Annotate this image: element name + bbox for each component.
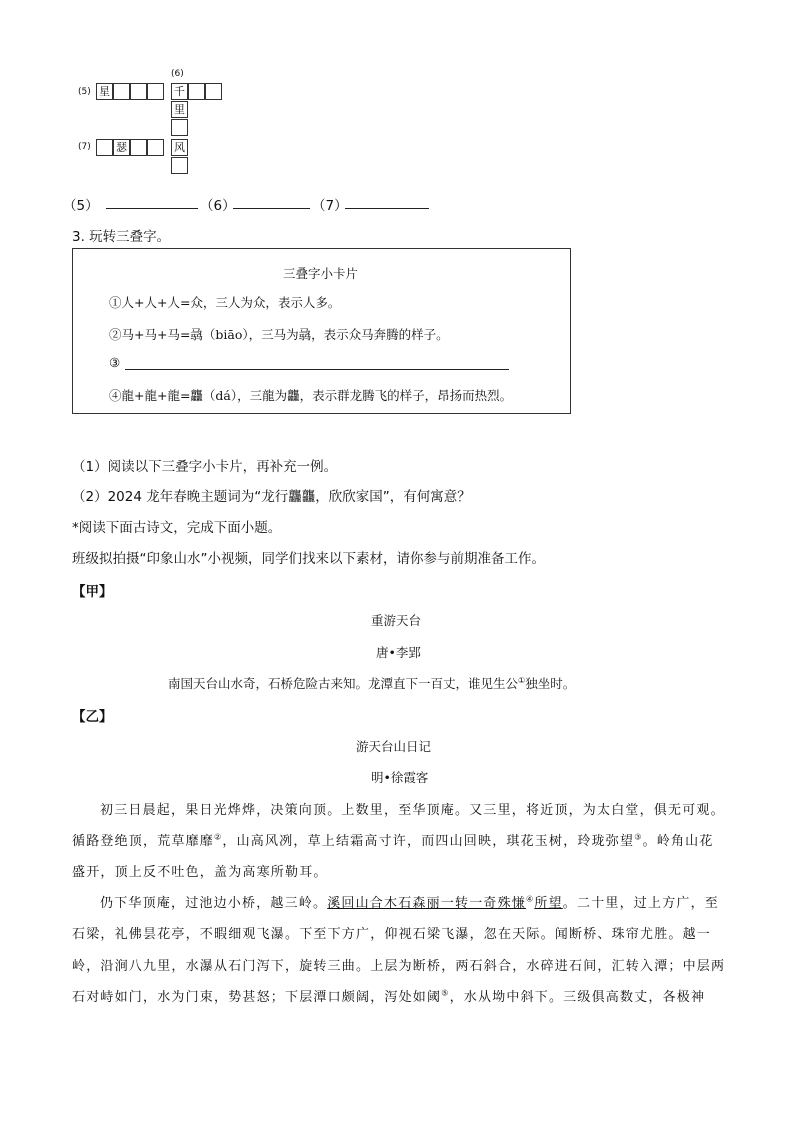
- section-yi-label: 【乙】: [72, 709, 113, 725]
- grid-cell[interactable]: [130, 139, 147, 156]
- note-marker: ④: [526, 894, 535, 904]
- yi-p1-line2: [72, 830, 714, 849]
- yi-p2-line4-b: ，水从坳中斜下。三级俱高数丈，各极神: [449, 990, 706, 1005]
- card-line-4: ④龍+龍+龍=龘（dá），三龍为龘，表示群龙腾飞的样子，昂扬而热烈。: [109, 388, 513, 403]
- grid-cell[interactable]: 风: [171, 139, 188, 156]
- grid-cell[interactable]: [113, 83, 130, 100]
- sandiezi-card: [72, 248, 571, 414]
- yi-p2-line4: [72, 986, 705, 1005]
- grid-cell[interactable]: [205, 83, 222, 100]
- crossword-label-5: (5): [78, 87, 91, 97]
- crossword-label-6: (6): [171, 69, 184, 79]
- reading-instruction: *阅读下面古诗文，完成下面小题。: [72, 520, 282, 536]
- answer-label-6: （6）: [200, 198, 236, 214]
- section-jia-label: 【甲】: [72, 584, 113, 600]
- jia-poem: [168, 674, 575, 692]
- question-3-title: 3. 玩转三叠字。: [72, 229, 171, 245]
- grid-cell[interactable]: 瑟: [113, 139, 130, 156]
- yi-p2-line3: [72, 955, 725, 974]
- answer-blank-6[interactable]: [233, 208, 310, 209]
- jia-poem-text-b: 独坐时。: [525, 676, 576, 691]
- yi-p1-line3-text: 盛开，顶上反不吐色，盖为高寒所勒耳。: [72, 865, 328, 880]
- yi-p1-line1: [100, 799, 725, 818]
- jia-title: 重游天台: [371, 613, 422, 628]
- yi-p1-line2-a: 循路登绝顶，荒草靡靡: [72, 834, 215, 849]
- yi-p2-underlined: 溪回山合木石森丽一转一奇殊慊: [327, 896, 527, 911]
- answer-blank-5[interactable]: [106, 208, 198, 209]
- yi-p2-line2: [72, 923, 711, 942]
- yi-p2-line1-b: 。二十里，过上方广，至: [562, 896, 719, 911]
- note-marker: ③: [634, 832, 643, 842]
- sub-question-1: （1）阅读以下三叠字小卡片，再补充一例。: [72, 459, 338, 475]
- grid-cell[interactable]: 里: [171, 101, 188, 118]
- answer-label-7: （7）: [312, 198, 348, 214]
- yi-p1-line3: [72, 861, 328, 880]
- grid-cell[interactable]: [171, 157, 188, 174]
- crossword-label-7: (7): [78, 142, 91, 152]
- yi-p1-line2-c: 。岭角山花: [642, 834, 714, 849]
- yi-p2-line4-a: 石对峙如门，水为门束，势甚怒；下层潭口颇阔，泻处如阈: [72, 990, 442, 1005]
- yi-p1-line2-b: ，山高风冽，草上结霜高寸许，而四山回映，琪花玉树，玲珑弥望: [222, 834, 635, 849]
- grid-cell[interactable]: [188, 83, 205, 100]
- grid-cell[interactable]: [147, 83, 164, 100]
- yi-author: 明•徐霞客: [371, 770, 429, 785]
- sub-question-2: （2）2024 龙年春晚主题词为“龙行龘龘，欣欣家国”，有何寓意？: [72, 489, 471, 505]
- note-marker: ①: [518, 675, 526, 685]
- grid-cell[interactable]: 千: [171, 83, 188, 100]
- jia-author: 唐•李郢: [376, 645, 421, 660]
- yi-p2-underlined-2: 所望: [534, 896, 563, 911]
- answer-label-5: （5）: [63, 198, 99, 214]
- note-marker: ⑤: [441, 988, 450, 998]
- card-line-2: ②马+马+马=骉（biāo），三马为骉，表示众马奔腾的样子。: [109, 327, 449, 342]
- yi-title: 游天台山日记: [356, 739, 432, 754]
- grid-cell[interactable]: [171, 119, 188, 136]
- answer-blank-7[interactable]: [345, 208, 429, 209]
- grid-cell[interactable]: [130, 83, 147, 100]
- jia-poem-text-a: 南国天台山水奇，石桥危险古来知。龙潭直下一百丈，谁见生公: [168, 676, 519, 691]
- yi-p2-line1-a: 仍下华顶庵，过池边小桥，越三岭。: [100, 896, 328, 911]
- grid-cell[interactable]: [147, 139, 164, 156]
- card-line-3-blank[interactable]: [125, 369, 509, 370]
- note-marker: ②: [214, 832, 223, 842]
- card-title: 三叠字小卡片: [283, 266, 359, 281]
- yi-p2-line1: [100, 892, 719, 911]
- task-description: 班级拟拍摄“印象山水”小视频，同学们找来以下素材，请你参与前期准备工作。: [72, 551, 545, 567]
- grid-cell[interactable]: 星: [96, 83, 113, 100]
- card-line-1: ①人+人+人=众，三人为众，表示人多。: [109, 295, 341, 310]
- yi-p1-line1-text: 初三日晨起，果日光烨烨，决策向顶。上数里，至华顶庵。又三里，将近顶，为太白堂，俱无可观。: [100, 803, 725, 818]
- yi-p2-line2-text: 石梁，礼佛昙花亭，不暇细观飞瀑。下至下方广，仰视石梁飞瀑，忽在天际。闻断桥、珠帘尤胜。越一: [72, 927, 712, 942]
- card-line-3-num: ③: [109, 355, 121, 370]
- grid-cell[interactable]: [96, 139, 113, 156]
- yi-p2-line3-text: 岭，沿涧八九里，水瀑从石门泻下，旋转三曲。上层为断桥，两石斜合，水碎进石间，汇转入潭；中层两: [72, 959, 726, 974]
